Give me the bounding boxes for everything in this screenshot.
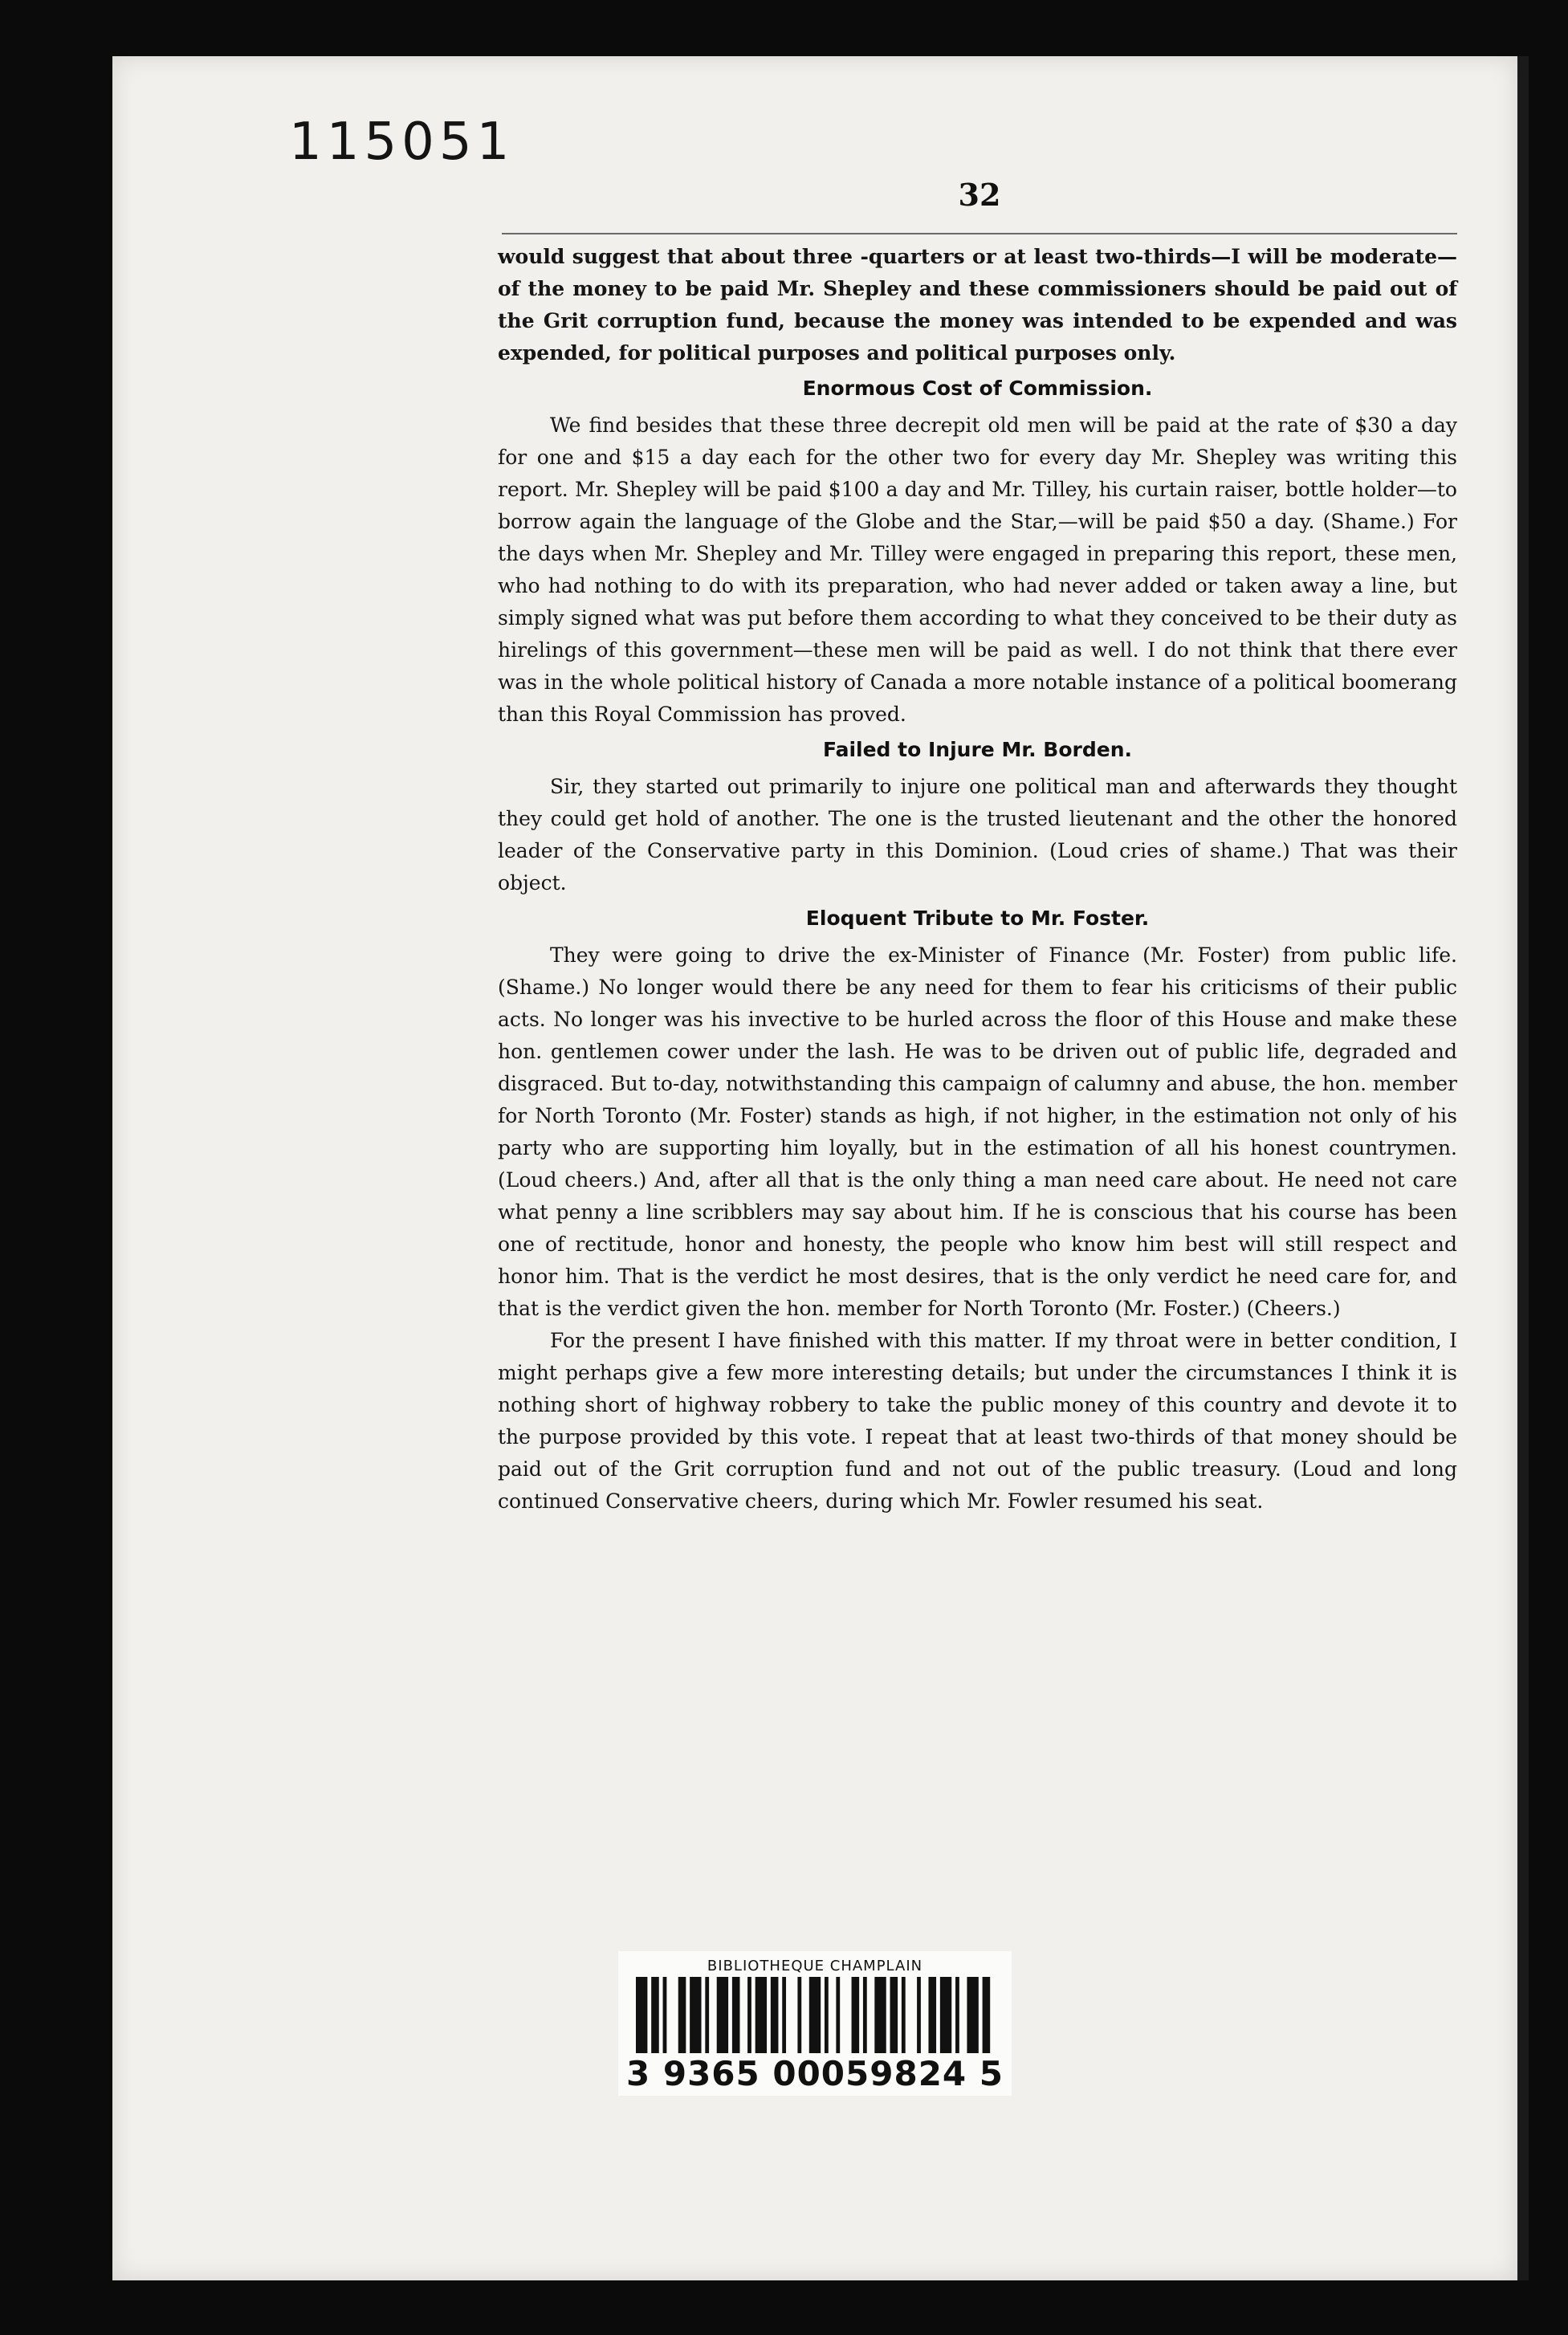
header-rule: [502, 233, 1457, 234]
barcode-bar: [890, 1977, 898, 2053]
barcode-bar: [967, 1977, 978, 2053]
barcode-bar: [902, 1977, 906, 2053]
section-heading: Eloquent Tribute to Mr. Foster.: [805, 907, 1150, 930]
section-enormous-cost: [498, 373, 1457, 731]
barcode-bar: [955, 1977, 959, 2053]
section-eloquent-tribute: [498, 903, 1457, 1518]
section-paragraph: We find besides that these three decrepit old men will be paid at the rate of $30 a day for one and $15 a day each for the other two for every day Mr. Shepley was writing this report. Mr. Shepley will be paid $100 a day and Mr. Tilley, his curtain raiser, bottle holder—to borrow again the language of the Globe and the Star,—will be paid $50 a day. (Shame.) For the days when Mr. Shepley and Mr. Tilley were engaged in preparing this report, these men, who had nothing to do with its preparation, who had never added or taken away a line, but simply signed what was put before them according to what they conceived to be their duty as hirelings of this government—these men will be paid as well. I do not think that there ever was in the whole political history of Canada a more notable instance of a political boomerang than this Royal Commission has proved.: [498, 414, 1457, 726]
barcode-label: BIBLIOTHEQUE CHAMPLAIN: [707, 1958, 923, 1974]
barcode-bar: [852, 1977, 860, 2053]
barcode-bar: [809, 1977, 821, 2053]
section-paragraph: For the present I have finished with this matter. If my throat were in better condition, I might perhaps give a few more interesting details; but under the circumstances I think it is nothing short of highway robbery to take the public money of this country and devote it to the purpose provided by this vote. I repeat that at least two-thirds of that money should be paid out of the Grit corruption fund and not out of the public treasury. (Loud and long continued Conservative cheers, during which Mr. Fowler resumed his seat.: [498, 1329, 1457, 1513]
section-heading: Enormous Cost of Commission.: [802, 377, 1153, 400]
barcode-bar: [690, 1977, 701, 2053]
barcode-bar: [651, 1977, 659, 2053]
barcode-bar: [825, 1977, 829, 2053]
barcode-bar: [940, 1977, 951, 2053]
section-paragraph: They were going to drive the ex-Minister of Finance (Mr. Foster) from public life. (Shame.) No longer would there be any need for them to fear his criticisms of their public acts. No longer was his invective to be hurled across the floor of this House and make these hon. gentlemen cower under the lash. He was to be driven out of public life, degraded and disgraced. But to-day, notwithstanding this campaign of calumny and abuse, the hon. member for North Toronto (Mr. Foster) stands as high, if not higher, in the estimation not only of his party who are supporting him loyally, but in the estimation of all his honest countrymen. (Loud cheers.) And, after all that is the only thing a man need care about. He need not care what penny a line scribblers may say about him. If he is conscious that his course has been one of rectitude, honor and honesty, the people who know him best will still respect and honor him. That is the verdict he most desires, that is the only verdict he need care for, and that is the verdict given the hon. member for North Toronto (Mr. Foster.) (Cheers.): [498, 943, 1457, 1320]
barcode-bar: [863, 1977, 867, 2053]
barcode-bar: [928, 1977, 936, 2053]
barcode-bar: [755, 1977, 767, 2053]
barcode-bar: [771, 1977, 779, 2053]
barcode-bar: [717, 1977, 728, 2053]
barcode-bar: [747, 1977, 751, 2053]
barcode-bar: [705, 1977, 709, 2053]
library-barcode: [618, 1951, 1012, 2096]
intro-paragraph: would suggest that about three -quarters or at least two-thirds—I will be moderate—of the money to be paid Mr. Shepley and these commissioners should be paid out of the Grit corruption fund, because the money was intended to be expended and was expended, for political purposes and political purposes only.: [498, 245, 1457, 365]
barcode-bar: [797, 1977, 801, 2053]
accession-number: 115051: [289, 112, 515, 172]
barcode-bar: [663, 1977, 667, 2053]
barcode-bar: [983, 1977, 991, 2053]
barcode-bar: [836, 1977, 840, 2053]
barcode-bar: [678, 1977, 686, 2053]
barcode-digits: 3 9365 00059824 5: [626, 2054, 1004, 2093]
barcode-bars: [634, 1977, 996, 2053]
page-number: 32: [958, 177, 1001, 213]
page-edge-shadow: [1517, 56, 1529, 2280]
barcode-bar: [636, 1977, 647, 2053]
barcode-bar: [732, 1977, 740, 2053]
document-body: [498, 241, 1457, 1518]
barcode-bar: [874, 1977, 886, 2053]
section-heading: Failed to Injure Mr. Borden.: [822, 738, 1132, 761]
section-failed-to-injure: [498, 734, 1457, 899]
barcode-bar: [917, 1977, 921, 2053]
section-paragraph: Sir, they started out primarily to injure one political man and afterwards they thought they could get hold of another. The one is the trusted lieutenant and the other the honored leader of the Conservative party in this Dominion. (Loud cries of shame.) That was their object.: [498, 775, 1457, 894]
barcode-bar: [782, 1977, 786, 2053]
